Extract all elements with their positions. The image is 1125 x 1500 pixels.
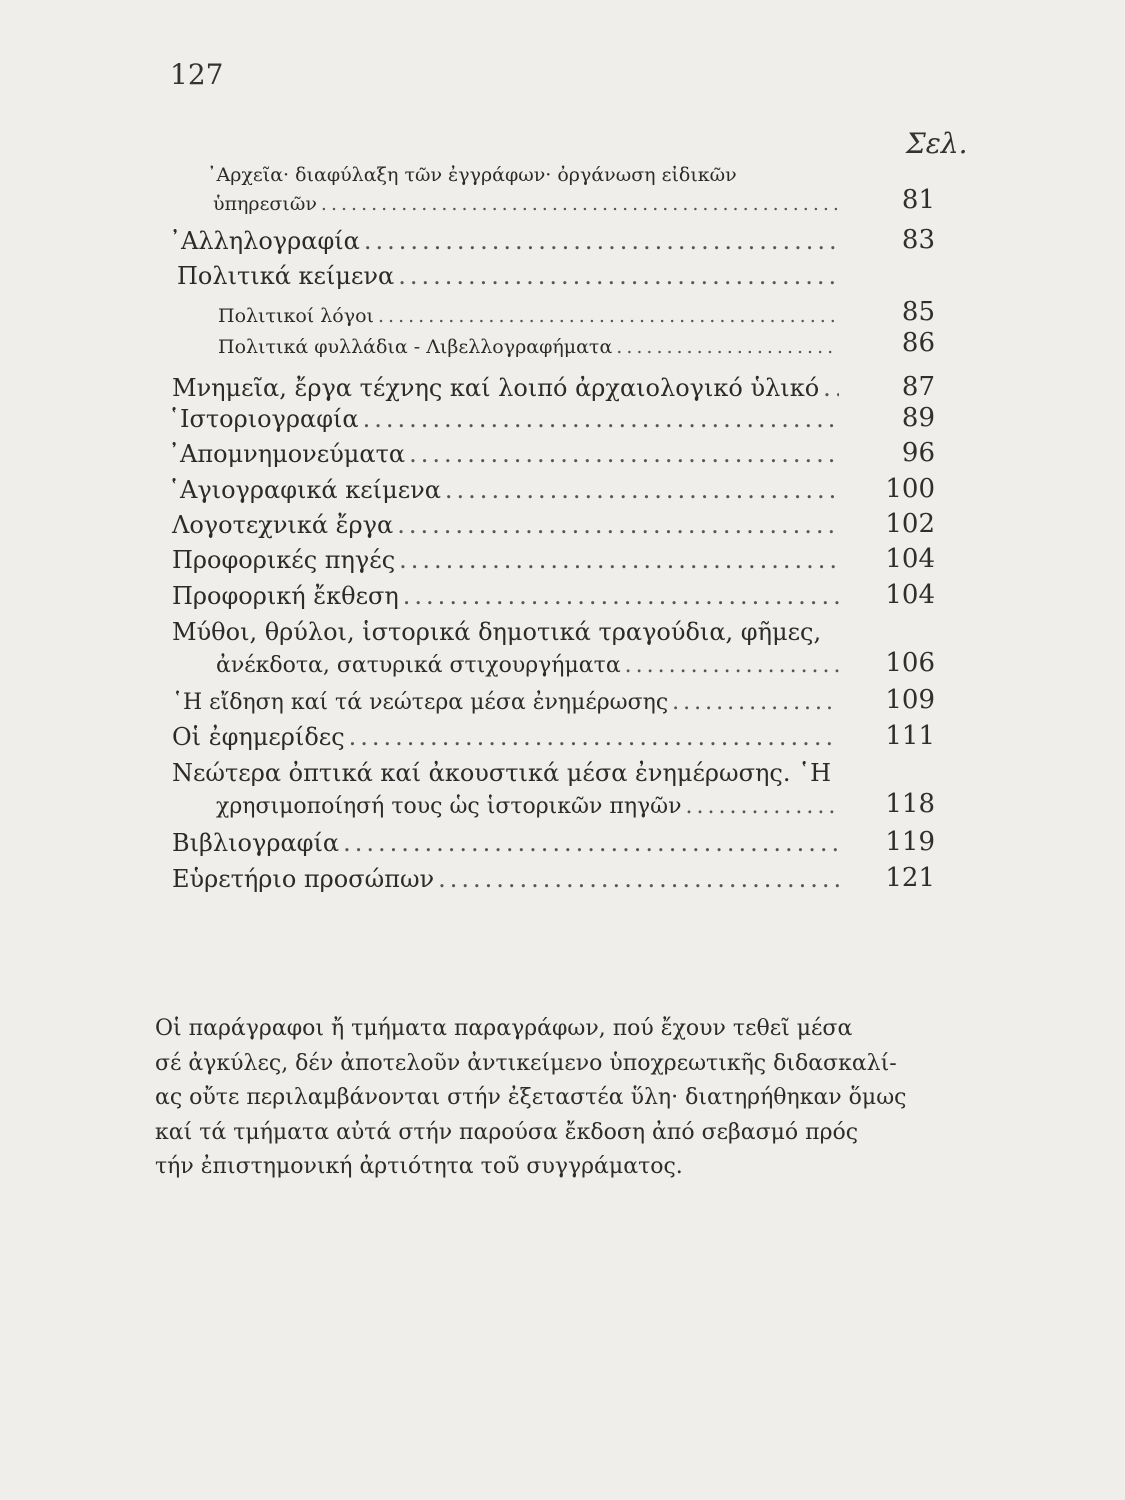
toc-entry <box>213 185 935 215</box>
toc-entry <box>168 474 935 504</box>
toc-entry-title: Βιβλιογραφία <box>172 829 340 857</box>
toc-entry-title: Εὑρετήριο προσώπων <box>172 865 435 893</box>
dot-leader <box>438 865 839 893</box>
dot-leader <box>445 476 839 504</box>
toc-entry-page: 83 <box>901 225 935 255</box>
toc-entry-page: 118 <box>885 789 935 819</box>
toc-entry-title: Προφορικές πηγές <box>172 546 396 574</box>
toc-entry-title: Λογοτεχνικά ἔργα <box>172 511 394 539</box>
toc-entry-page: 104 <box>885 544 935 574</box>
dot-leader <box>399 546 839 574</box>
dot-leader <box>409 440 839 468</box>
toc-entry <box>168 403 935 433</box>
toc-entry-title: ᾿Απομνημονεύματα <box>168 440 406 468</box>
note-line: Οἱ παράγραφοι ἤ τμήματα παραγράφων, πού ἔχουν τεθεῖ μέσα <box>155 1016 853 1041</box>
toc-entry <box>168 438 935 468</box>
toc-entry <box>218 328 935 358</box>
toc-entry <box>177 262 847 290</box>
toc-entry-page: 81 <box>901 185 935 215</box>
toc-entry-title: Μνημεῖα, ἔργα τέχνης καί λοιπό ἀρχαιολογικό ὑλικό <box>172 374 820 402</box>
toc-entry-title: Πολιτικοί λόγοι <box>218 305 374 327</box>
toc-entry <box>172 544 935 574</box>
dot-leader <box>364 227 839 255</box>
toc-entry <box>172 721 935 751</box>
dot-leader <box>685 794 839 819</box>
toc-entry <box>216 789 935 819</box>
toc-entry-page: 89 <box>901 403 935 433</box>
toc-entry-page: 100 <box>885 474 935 504</box>
toc-entry <box>169 225 935 255</box>
dot-leader <box>363 405 839 433</box>
toc-entry <box>172 580 935 610</box>
toc-entry-continuation: χρησιμοποίησή τους ὡς ἱστορικῶν πηγῶν <box>216 794 682 819</box>
toc-entry-page: 96 <box>901 438 935 468</box>
toc-entry-title: Πολιτικά φυλλάδια - Λιβελλογραφήματα <box>218 336 613 358</box>
footnote-paragraph <box>155 1012 955 1185</box>
toc-entry-page: 85 <box>901 297 935 327</box>
dot-leader <box>823 374 839 402</box>
toc-entry-page: 87 <box>901 372 935 402</box>
toc-entry-title: ᾿Αρχεῖα· διαφύλαξη τῶν ἐγγράφων· ὀργάνωση εἰδικῶν <box>207 164 737 186</box>
dot-leader <box>397 511 839 539</box>
toc-entry <box>172 509 935 539</box>
page-column-label: Σελ. <box>906 127 968 160</box>
toc-entry-title: Οἱ ἐφημερίδες <box>172 723 345 751</box>
toc-entry-title: Προφορική ἔκθεση <box>172 582 399 610</box>
toc-entry-page: 119 <box>885 827 935 857</box>
dot-leader <box>398 262 839 290</box>
toc-entry-title: ῾Ιστοριογραφία <box>168 405 359 433</box>
page-number: 127 <box>170 58 224 91</box>
dot-leader <box>343 829 839 857</box>
note-line: καί τά τμήματα αὐτά στήν παρούσα ἔκδοση ἀπό σεβασμό πρός <box>155 1119 859 1145</box>
note-line: τήν ἐπιστημονική ἀρτιότητα τοῦ συγγράματος. <box>155 1154 683 1179</box>
note-line: σέ ἀγκύλες, δέν ἀποτελοῦν ἀντικείμενο ὑποχρεωτικῆς διδασκαλί- <box>155 1050 897 1076</box>
dot-leader <box>625 653 839 678</box>
toc-entry-title: Μύθοι, θρύλοι, ἱστορικά δημοτικά τραγούδια, φῆμες, <box>172 618 822 646</box>
dot-leader <box>403 582 839 610</box>
toc-entry-title: Πολιτικά κείμενα <box>177 262 395 290</box>
toc-entry-continuation: ἀνέκδοτα, σατυρικά στιχουργήματα <box>216 653 621 678</box>
dot-leader <box>616 336 839 358</box>
dot-leader <box>321 193 839 215</box>
dot-leader <box>672 690 839 715</box>
toc-entry-page: 109 <box>885 685 935 715</box>
toc-entry-page: 86 <box>901 328 935 358</box>
toc-entry-page: 102 <box>885 509 935 539</box>
toc-entry-page: 106 <box>885 648 935 678</box>
toc-entry-continuation: ὑπηρεσιῶν <box>213 193 317 215</box>
toc-entry-title: ᾿Αλληλογραφία <box>169 227 360 255</box>
toc-entry-page: 121 <box>885 863 935 893</box>
toc-entry <box>172 827 935 857</box>
note-line: ας οὔτε περιλαμβάνονται στήν ἐξεταστέα ὕλη· διατηρήθηκαν ὅμως <box>155 1085 907 1110</box>
toc-entry <box>172 685 935 715</box>
toc-entry-page: 104 <box>885 580 935 610</box>
toc-entry-title: ῾Η εἴδηση καί τά νεώτερα μέσα ἐνημέρωσης <box>172 690 669 715</box>
toc-entry <box>172 863 935 893</box>
toc-entry-page: 111 <box>885 721 935 751</box>
toc-entry <box>218 297 935 327</box>
toc-entry-title: Νεώτερα ὀπτικά καί ἀκουστικά μέσα ἐνημέρωσης. ῾Η <box>172 759 832 787</box>
toc-entry <box>172 372 935 402</box>
dot-leader <box>378 305 839 327</box>
toc-entry-title: ῾Αγιογραφικά κείμενα <box>168 476 441 504</box>
toc-entry <box>216 648 935 678</box>
dot-leader <box>349 723 839 751</box>
